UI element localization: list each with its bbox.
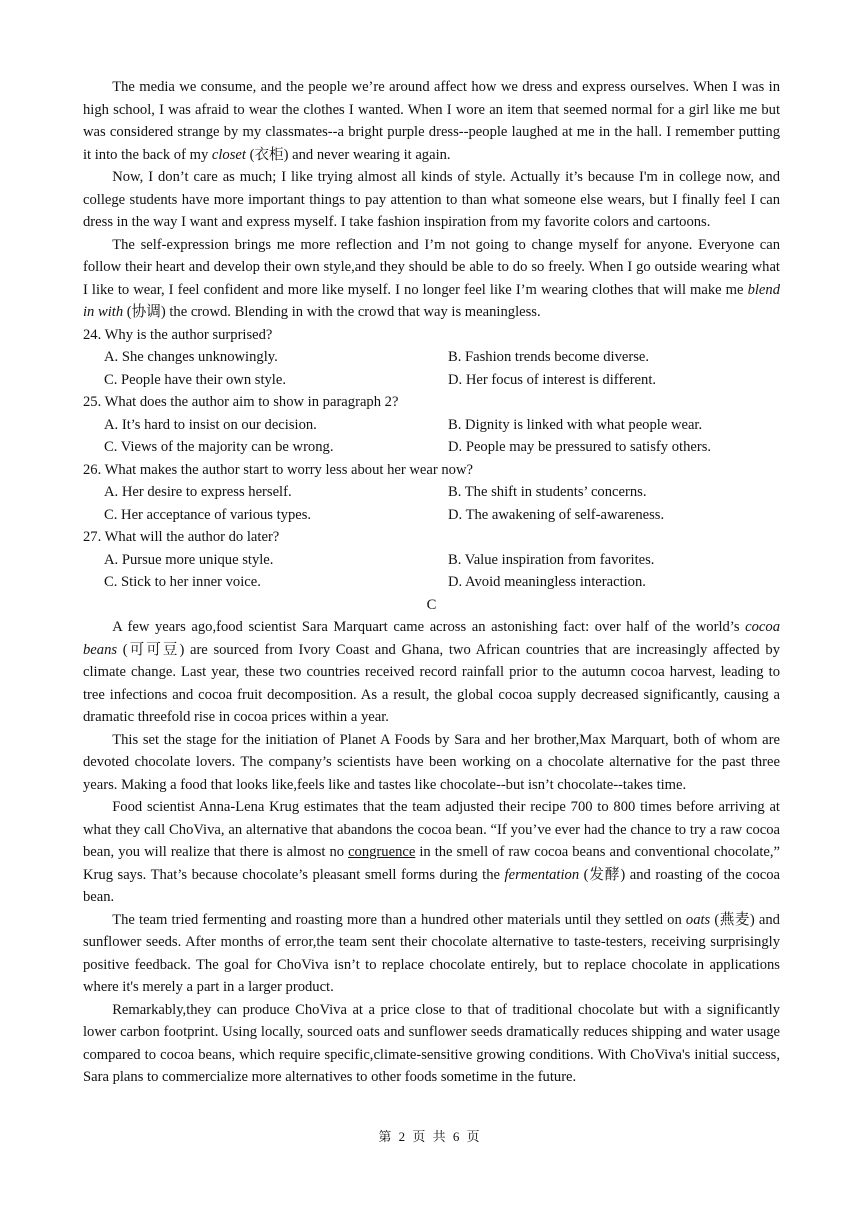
- question-27: [83, 526, 780, 594]
- question-stem: 26. What makes the author start to worry less about her wear now?: [83, 461, 473, 478]
- option-d: D. Avoid meaningless interaction.: [448, 574, 646, 590]
- glossed-term: blend in with: [83, 281, 780, 320]
- option-c: C. People have their own style.: [104, 371, 286, 388]
- page-footer: 第 2 页 共 6 页: [378, 1129, 482, 1144]
- passage-c-paragraph-4: The team tried fermenting and roasting more than a hundred other materials until they settled on oats (燕麦) and sunflower seeds. After months of error,the team sent their chocolate alternative to taste-testers, receiving surprisingly positive feedback. The goal for ChoViva isn’t to replace chocolate entirely, but to replace chocolate in applications where it's merely a part in a larger product.: [83, 911, 780, 995]
- question-26: [83, 459, 780, 527]
- passage-c-paragraph-2: This set the stage for the initiation of Planet A Foods by Sara and her brother,Max Marquart, both of whom are devoted chocolate lovers. The company’s scientists have been working on a chocolate alternative for the past three years. Making a food that looks like,feels like and tastes like chocolate--but isn’t chocolate--takes time.: [83, 731, 780, 793]
- option-d: D. The awakening of self-awareness.: [448, 506, 665, 523]
- glossed-term: fermentation: [504, 866, 580, 883]
- passage-b-paragraph-2: Now, I don’t care as much; I like trying almost all kinds of style. Actually it’s because I'm in college now, and college students have more important things to pay attention to than what someone else wears, but I finally feel I can dress in the way I want and express myself. I take fashion inspiration from my favorite colors and cartoons.: [83, 169, 780, 230]
- glossed-term: closet: [211, 146, 246, 163]
- document-page: [83, 76, 780, 1089]
- option-b: B. Value inspiration from favorites.: [448, 551, 655, 568]
- option-b: B. Dignity is linked with what people wear.: [448, 416, 703, 433]
- option-c: C. Stick to her inner voice.: [104, 574, 261, 590]
- option-b: B. The shift in students’ concerns.: [448, 484, 647, 500]
- option-a: A. It’s hard to insist on our decision.: [104, 416, 317, 433]
- option-a: A. Pursue more unique style.: [104, 551, 274, 568]
- section-heading-c: C: [426, 596, 437, 613]
- passage-b-paragraph-1: The media we consume, and the people we’re around affect how we dress and express ourselves. When I was in high school, I was afraid to wear the clothes I wanted. When I wore an item that seemed normal for a girl like me but was considered strange by my classmates--a bright purple dress--people laughed at me in the hall. I remember putting it into the back of my closet (衣柜) and never wearing it again.: [83, 79, 780, 163]
- question-24: [83, 324, 780, 392]
- question-25: [83, 391, 780, 459]
- option-c: C. Views of the majority can be wrong.: [104, 439, 334, 455]
- passage-b-paragraph-3: The self-expression brings me more reflection and I’m not going to change myself for anyone. Everyone can follow their heart and develop their own style,and they should be able to do so freely. When I go outside wearing what I like to wear, I feel confident and more like myself. I no longer feel like I’m wearing clothes that will make me blend in with (协调) the crowd. Blending in with the crowd that way is meaningless.: [83, 236, 780, 320]
- option-c: C. Her acceptance of various types.: [104, 506, 312, 523]
- question-stem: 24. Why is the author surprised?: [83, 326, 273, 343]
- passage-c-paragraph-3: Food scientist Anna-Lena Krug estimates that the team adjusted their recipe 700 to 800 times before arriving at what they call ChoViva, an alternative that abandons the cocoa bean. “If you’ve ever had the chance to try a raw cocoa bean, you will realize that there is almost no congruence in the smell of raw cocoa beans and conventional chocolate,” Krug says. That’s because chocolate’s pleasant smell forms during the fermentation (发酵) and roasting of the cocoa bean.: [83, 799, 780, 905]
- option-b: B. Fashion trends become diverse.: [448, 349, 650, 365]
- glossed-term: cocoa beans: [83, 619, 780, 658]
- option-a: A. She changes unknowingly.: [104, 349, 278, 365]
- question-stem: 27. What will the author do later?: [83, 529, 280, 545]
- underlined-word: congruence: [348, 844, 416, 860]
- option-d: D. Her focus of interest is different.: [448, 371, 657, 388]
- passage-c-paragraph-1: A few years ago,food scientist Sara Marquart came across an astonishing fact: over half of the world’s cocoa beans (可可豆) are sourced from Ivory Coast and Ghana, two African countries that are increasingly affected by climate change. Last year, these two countries received record rainfall prior to the autumn cocoa harvest, leading to tree infections and cocoa fruit decomposition. As a result, the global cocoa supply decreased significantly, causing a dramatic threefold rise in cocoa prices within a year.: [83, 619, 780, 725]
- option-d: D. People may be pressured to satisfy others.: [448, 439, 712, 455]
- passage-c-paragraph-5: Remarkably,they can produce ChoViva at a price close to that of traditional chocolate but with a significantly lower carbon footprint. Using locally, sourced oats and sunflower seeds dramatically reduces shipping and water usage compared to cocoa beans, which require specific,climate-sensitive growing conditions. With ChoViva's initial success, Sara plans to commercialize more alternatives to other foods sometime in the future.: [83, 1001, 780, 1085]
- glossed-term: oats: [685, 911, 711, 928]
- option-a: A. Her desire to express herself.: [104, 484, 292, 500]
- question-stem: 25. What does the author aim to show in paragraph 2?: [83, 394, 399, 410]
